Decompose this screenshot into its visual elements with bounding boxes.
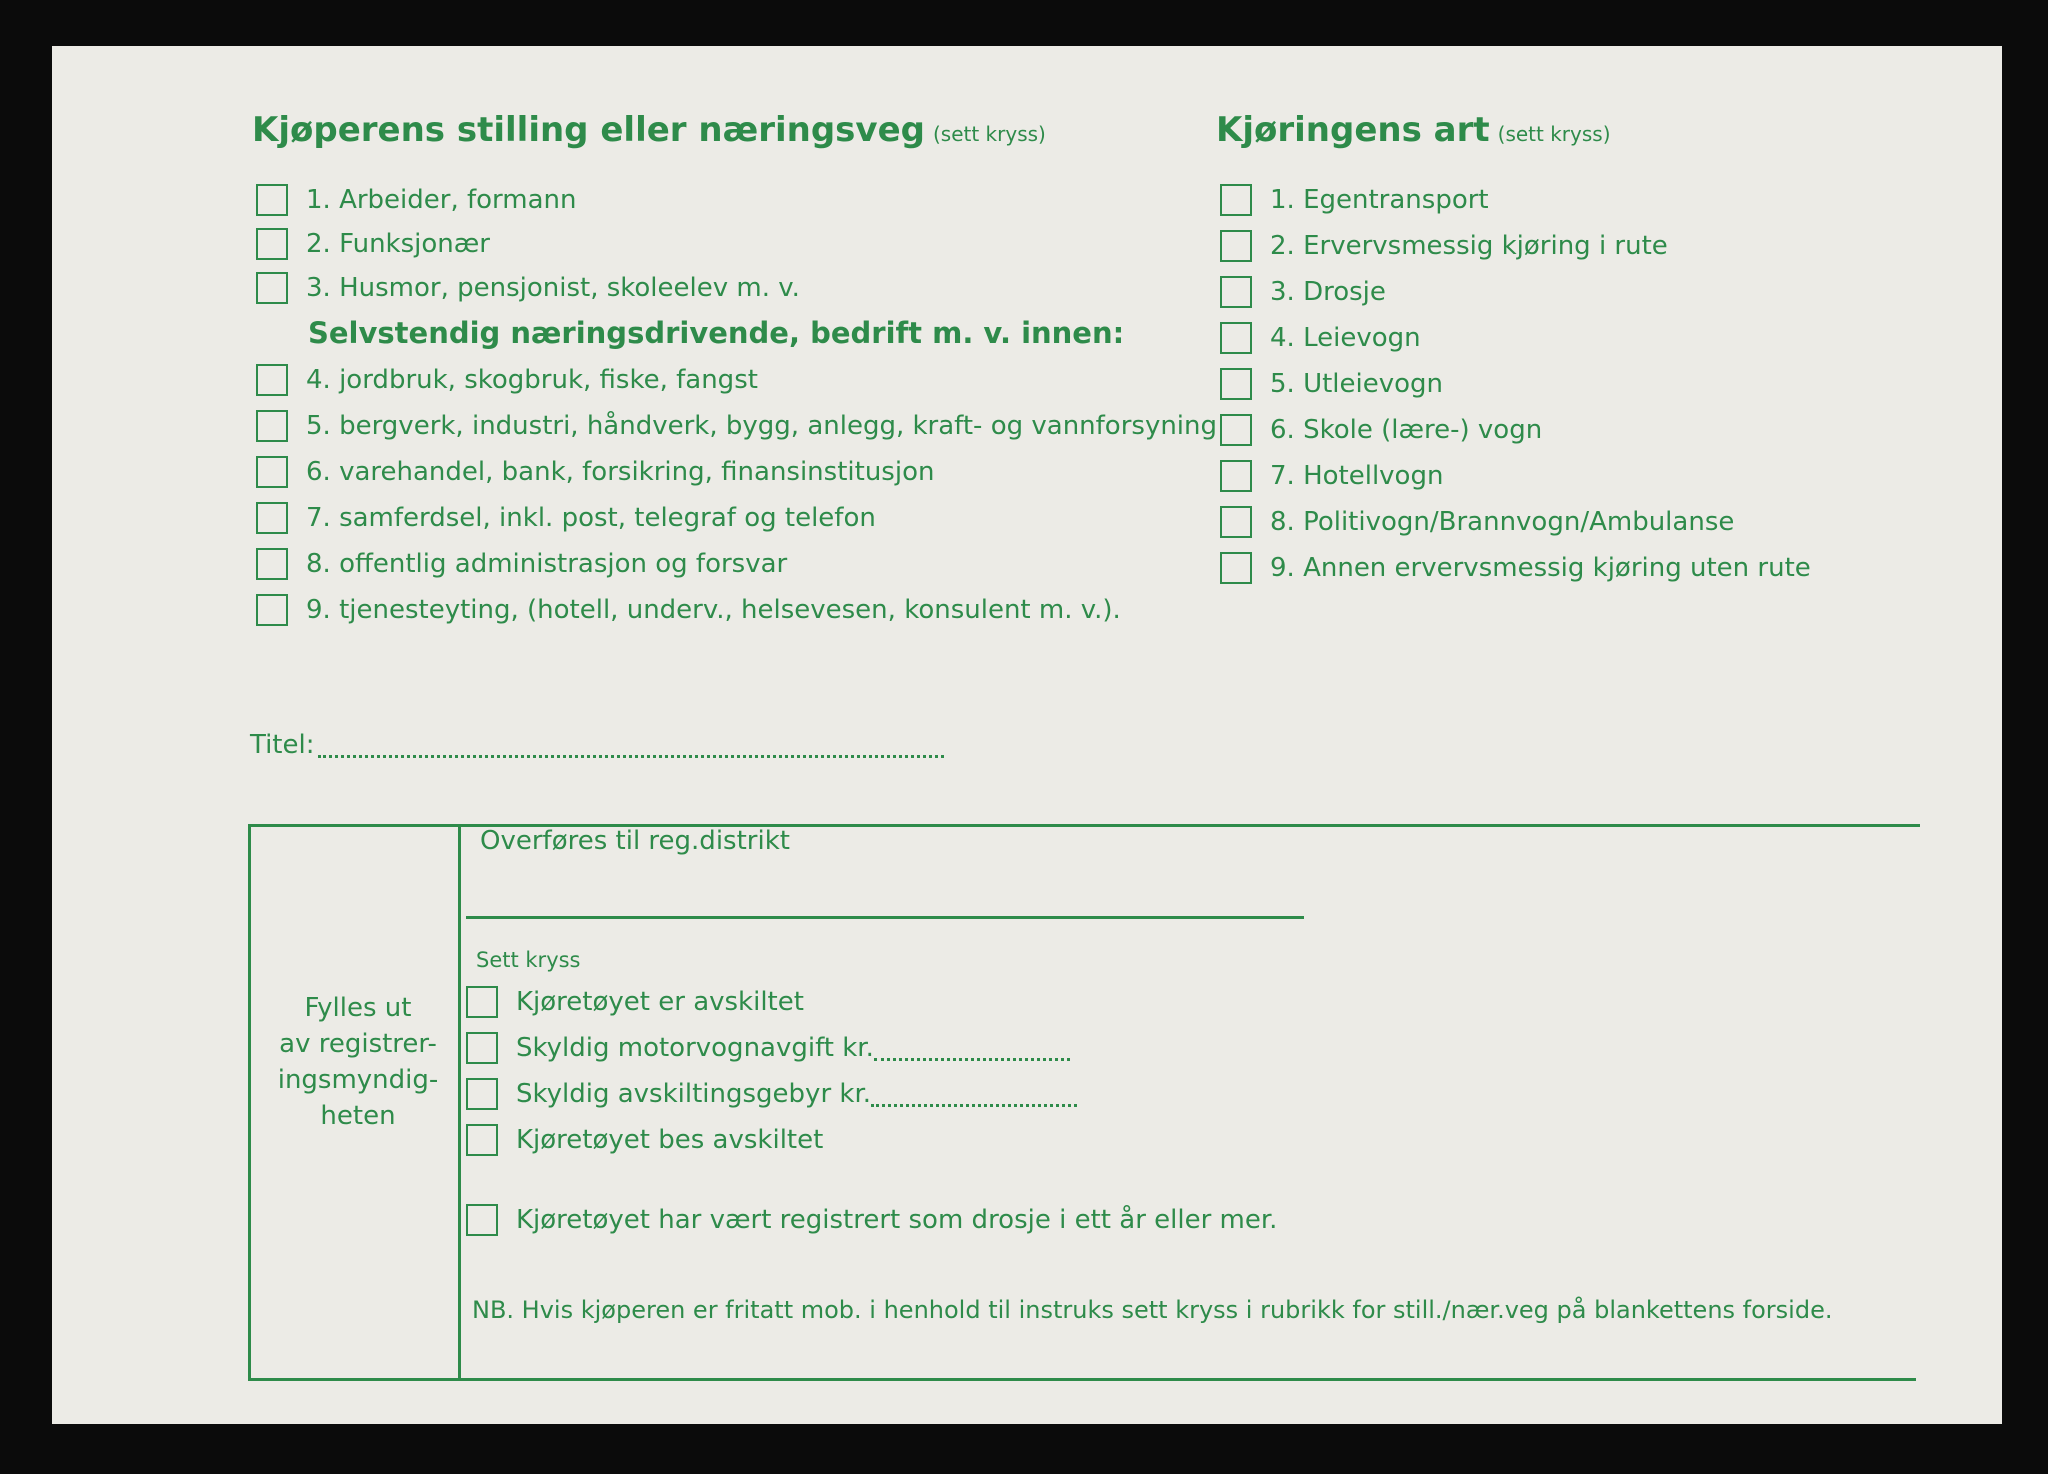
deregistration-fee-amount-line[interactable]	[871, 1082, 1077, 1107]
transfer-district-line[interactable]	[466, 916, 1304, 919]
occupation-item-label: 1. Arbeider, formann	[306, 185, 577, 215]
titel-dotted-line[interactable]	[318, 733, 944, 758]
driving-type-label: 6. Skole (lære-) vogn	[1270, 415, 1543, 445]
occupation-item-8[interactable]	[256, 548, 787, 580]
buyer-occupation-title: Kjøperens stilling eller næringsveg	[252, 110, 925, 150]
driving-type-item-1[interactable]	[1220, 184, 1489, 216]
checkbox[interactable]	[256, 184, 288, 216]
transfer-label: Overføres til reg.distrikt	[480, 826, 790, 856]
registry-check-deregistration-fee[interactable]	[466, 1078, 1077, 1110]
checkbox[interactable]	[1220, 414, 1252, 446]
buyer-occupation-heading	[252, 110, 1046, 150]
registry-check-label: Kjøretøyet bes avskiltet	[516, 1125, 824, 1155]
sett-kryss-label: Sett kryss	[476, 948, 581, 972]
occupation-item-label: 3. Husmor, pensjonist, skoleelev m. v.	[306, 273, 800, 303]
registry-box-left-border	[248, 824, 251, 1381]
registry-check-deregistered[interactable]	[466, 986, 804, 1018]
registry-check-label: Skyldig avskiltingsgebyr kr.	[516, 1079, 872, 1109]
registry-box-divider	[458, 824, 461, 1381]
checkbox[interactable]	[466, 986, 498, 1018]
driving-type-item-3[interactable]	[1220, 276, 1386, 308]
driving-type-item-7[interactable]	[1220, 460, 1443, 492]
registry-box-bottom-border	[248, 1378, 1916, 1381]
checkbox[interactable]	[1220, 230, 1252, 262]
registry-side-label	[262, 990, 454, 1134]
side-label-line: av registrer-	[279, 1029, 437, 1059]
buyer-occupation-note: (sett kryss)	[932, 122, 1046, 146]
registry-check-request-deregistration[interactable]	[466, 1124, 823, 1156]
checkbox[interactable]	[256, 502, 288, 534]
side-label-line: Fylles ut	[304, 993, 412, 1023]
checkbox[interactable]	[1220, 506, 1252, 538]
occupation-item-3[interactable]	[256, 272, 800, 304]
driving-type-item-6[interactable]	[1220, 414, 1542, 446]
checkbox[interactable]	[1220, 368, 1252, 400]
titel-label: Titel:	[250, 730, 315, 760]
driving-type-label: 5. Utleievogn	[1270, 369, 1444, 399]
registry-check-label: Kjøretøyet er avskiltet	[516, 987, 804, 1017]
registry-check-drosje[interactable]	[466, 1204, 1277, 1236]
occupation-item-label: 7. samferdsel, inkl. post, telegraf og telefon	[306, 503, 876, 533]
checkbox[interactable]	[256, 548, 288, 580]
driving-type-label: 2. Ervervsmessig kjøring i rute	[1270, 231, 1668, 261]
registry-check-vehicle-tax[interactable]	[466, 1032, 1070, 1064]
vehicle-tax-amount-line[interactable]	[874, 1036, 1070, 1061]
checkbox[interactable]	[1220, 552, 1252, 584]
driving-type-item-8[interactable]	[1220, 506, 1734, 538]
titel-field[interactable]	[250, 730, 944, 760]
registry-check-label: Skyldig motorvognavgift kr.	[516, 1033, 874, 1063]
driving-type-item-4[interactable]	[1220, 322, 1421, 354]
checkbox[interactable]	[256, 410, 288, 442]
checkbox[interactable]	[1220, 460, 1252, 492]
driving-type-label: 4. Leievogn	[1270, 323, 1421, 353]
checkbox[interactable]	[1220, 184, 1252, 216]
checkbox[interactable]	[256, 594, 288, 626]
registry-check-label: Kjøretøyet har vært registrert som drosje i ett år eller mer.	[516, 1205, 1278, 1235]
occupation-item-label: 2. Funksjonær	[306, 229, 490, 259]
checkbox[interactable]	[466, 1032, 498, 1064]
driving-type-label: 9. Annen ervervsmessig kjøring uten rute	[1270, 553, 1811, 583]
checkbox[interactable]	[1220, 322, 1252, 354]
occupation-item-5[interactable]	[256, 410, 1217, 442]
driving-type-item-2[interactable]	[1220, 230, 1668, 262]
form-paper	[52, 46, 2002, 1424]
occupation-item-7[interactable]	[256, 502, 876, 534]
driving-type-item-9[interactable]	[1220, 552, 1811, 584]
occupation-item-4[interactable]	[256, 364, 758, 396]
driving-type-title: Kjøringens art	[1216, 110, 1490, 150]
checkbox[interactable]	[256, 456, 288, 488]
driving-type-label: 7. Hotellvogn	[1270, 461, 1444, 491]
driving-type-label: 8. Politivogn/Brannvogn/Ambulanse	[1270, 507, 1735, 537]
checkbox[interactable]	[466, 1078, 498, 1110]
checkbox[interactable]	[256, 272, 288, 304]
driving-type-item-5[interactable]	[1220, 368, 1443, 400]
occupation-item-label: 8. offentlig administrasjon og forsvar	[306, 549, 788, 579]
checkbox[interactable]	[466, 1124, 498, 1156]
occupation-item-9[interactable]	[256, 594, 1121, 626]
occupation-item-label: 6. varehandel, bank, forsikring, finansinstitusjon	[306, 457, 935, 487]
occupation-item-label: 9. tjenesteyting, (hotell, underv., helsevesen, konsulent m. v.).	[306, 595, 1121, 625]
checkbox[interactable]	[256, 364, 288, 396]
occupation-item-1[interactable]	[256, 184, 577, 216]
checkbox[interactable]	[1220, 276, 1252, 308]
occupation-item-label: 5. bergverk, industri, håndverk, bygg, anlegg, kraft- og vannforsyning	[306, 411, 1218, 441]
occupation-item-6[interactable]	[256, 456, 934, 488]
side-label-line: heten	[320, 1101, 396, 1131]
side-label-line: ingsmyndig-	[277, 1065, 439, 1095]
checkbox[interactable]	[256, 228, 288, 260]
driving-type-note: (sett kryss)	[1497, 122, 1611, 146]
self-employed-subheading: Selvstendig næringsdrivende, bedrift m. v. innen:	[308, 316, 1125, 350]
driving-type-heading	[1216, 110, 1611, 150]
driving-type-label: 3. Drosje	[1270, 277, 1386, 307]
exemption-note: NB. Hvis kjøperen er fritatt mob. i henhold til instruks sett kryss i rubrikk for still./nær.veg på blankettens forside.	[472, 1296, 1833, 1324]
driving-type-label: 1. Egentransport	[1270, 185, 1489, 215]
occupation-item-2[interactable]	[256, 228, 490, 260]
checkbox[interactable]	[466, 1204, 498, 1236]
occupation-item-label: 4. jordbruk, skogbruk, fiske, fangst	[306, 365, 758, 395]
